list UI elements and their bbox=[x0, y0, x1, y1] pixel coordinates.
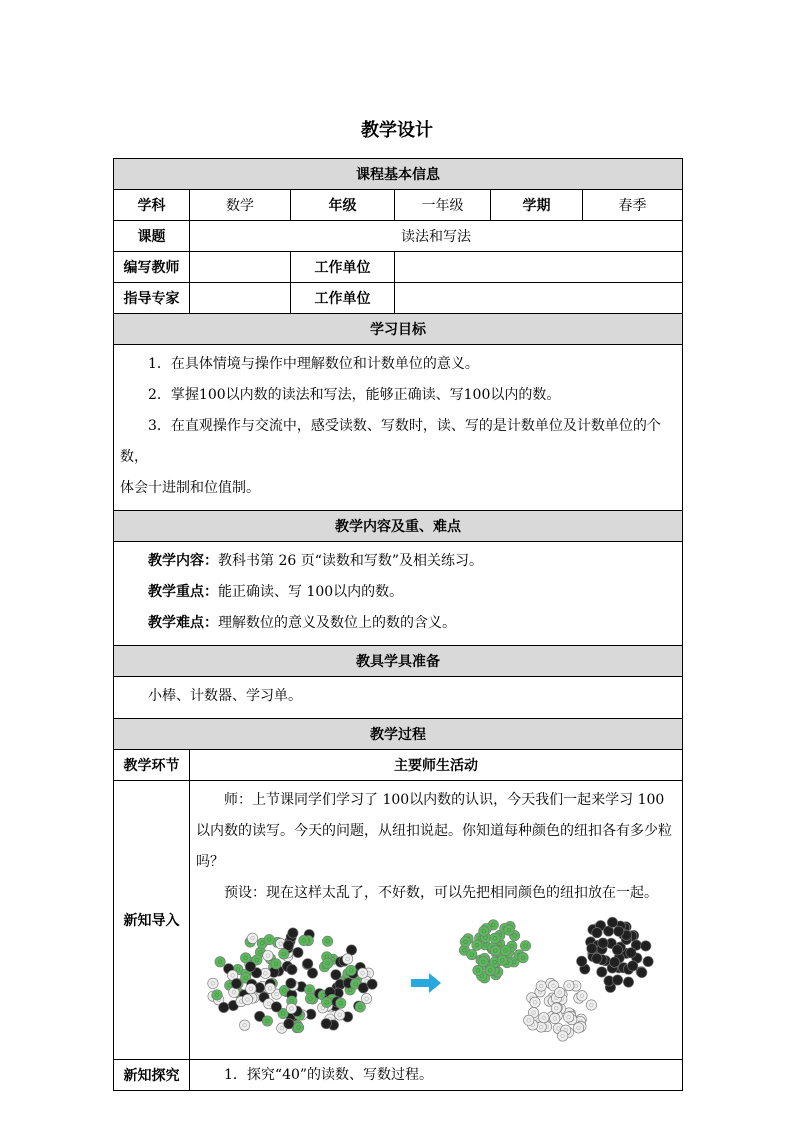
button-dot bbox=[262, 1016, 272, 1026]
buttons-image bbox=[196, 913, 676, 1053]
button-dot bbox=[286, 1003, 296, 1013]
button-dot bbox=[367, 979, 377, 989]
content-text: 教科书第 26 页“读数和写数”及相关练习。 bbox=[218, 553, 484, 569]
button-dot bbox=[551, 1003, 561, 1013]
button-dot bbox=[536, 981, 546, 991]
button-dot bbox=[613, 926, 623, 936]
button-dot bbox=[530, 997, 540, 1007]
advisor-unit-label: 工作单位 bbox=[291, 283, 395, 314]
content-header: 教学内容及重、难点 bbox=[114, 511, 683, 542]
button-dot bbox=[586, 1000, 596, 1010]
button-dot bbox=[245, 961, 255, 971]
process-header: 教学过程 bbox=[114, 719, 683, 750]
difficulty-label: 教学难点： bbox=[148, 615, 218, 631]
white-buttons-pile bbox=[524, 978, 597, 1041]
page-title: 教学设计 bbox=[361, 120, 433, 141]
button-dot bbox=[279, 949, 289, 959]
button-dot bbox=[520, 941, 530, 951]
explore-text: 1．探究“40”的读数、写数过程。 bbox=[224, 1067, 434, 1083]
button-dot bbox=[628, 961, 638, 971]
advisor-unit-value bbox=[395, 283, 683, 314]
intro-body bbox=[190, 781, 683, 1060]
button-dot bbox=[550, 1013, 560, 1023]
term-label: 学期 bbox=[491, 190, 583, 221]
button-dot bbox=[321, 1018, 331, 1028]
basic-info-header: 课程基本信息 bbox=[114, 159, 683, 190]
grade-value: 一年级 bbox=[395, 190, 491, 221]
objective-item: 1．在具体情境与操作中理解数位和计数单位的意义。 bbox=[148, 356, 479, 372]
button-dot bbox=[215, 957, 225, 967]
grade-label: 年级 bbox=[291, 190, 395, 221]
objective-item: 3．在直观操作与交流中，感受读数、写数时，读、写的是计数单位及计数单位的个数， bbox=[120, 418, 661, 465]
button-dot bbox=[504, 925, 514, 935]
green-buttons-pile bbox=[459, 920, 530, 983]
arrow-icon bbox=[411, 973, 441, 993]
subject-label: 学科 bbox=[114, 190, 190, 221]
button-dot bbox=[592, 928, 602, 938]
button-dot bbox=[265, 983, 275, 993]
key-label: 教学重点： bbox=[148, 584, 218, 600]
button-dot bbox=[479, 926, 489, 936]
button-dot bbox=[490, 945, 500, 955]
button-dot bbox=[346, 965, 356, 975]
button-dot bbox=[247, 933, 257, 943]
advisor-value bbox=[190, 283, 291, 314]
button-dot bbox=[323, 958, 333, 968]
intro-label: 新知导入 bbox=[114, 781, 190, 1060]
button-dot bbox=[485, 965, 495, 975]
materials-body bbox=[114, 677, 683, 719]
button-dot bbox=[524, 1015, 534, 1025]
button-dot bbox=[592, 953, 602, 963]
intro-line: 师：上节课同学们学习了 100以内数的认识，今天我们一起来学习 100以内数的读写。今天的问题，从纽扣说起。你知道每种颜色的纽扣各有多少粒吗？ bbox=[196, 792, 672, 870]
button-dot bbox=[219, 1002, 229, 1012]
key-line bbox=[120, 577, 676, 608]
button-dot bbox=[242, 994, 252, 1004]
button-dot bbox=[322, 936, 332, 946]
button-dot bbox=[286, 978, 296, 988]
topic-value: 读法和写法 bbox=[190, 221, 683, 252]
author-label: 编写教师 bbox=[114, 252, 190, 283]
button-dot bbox=[612, 945, 622, 955]
term-value: 春季 bbox=[583, 190, 683, 221]
button-dot bbox=[288, 928, 298, 938]
objective-item: 体会十进制和位值制。 bbox=[120, 480, 260, 496]
button-dot bbox=[271, 959, 281, 969]
content-body bbox=[114, 542, 683, 646]
button-dot bbox=[587, 943, 597, 953]
objectives-body bbox=[114, 345, 683, 511]
button-dot bbox=[576, 956, 586, 966]
advisor-label: 指导专家 bbox=[114, 283, 190, 314]
button-dot bbox=[597, 967, 607, 977]
button-dot bbox=[263, 950, 273, 960]
button-dot bbox=[598, 938, 608, 948]
button-dot bbox=[307, 968, 317, 978]
button-dot bbox=[303, 959, 313, 969]
topic-label: 课题 bbox=[114, 221, 190, 252]
materials-header: 教具学具准备 bbox=[114, 646, 683, 677]
difficulty-text: 理解数位的意义及数位上的数的含义。 bbox=[218, 615, 456, 631]
button-dot bbox=[335, 1010, 345, 1020]
lesson-plan-table bbox=[113, 158, 683, 1091]
button-dot bbox=[478, 957, 488, 967]
button-dot bbox=[246, 984, 256, 994]
button-dot bbox=[626, 948, 636, 958]
button-dot bbox=[555, 987, 565, 997]
materials-text: 小棒、计数器、学习单。 bbox=[148, 688, 302, 704]
objective-item: 2．掌握100以内数的读法和写法，能够正确读、写100以内的数。 bbox=[148, 387, 561, 403]
button-dot bbox=[607, 917, 617, 927]
button-dot bbox=[612, 975, 622, 985]
content-line bbox=[120, 546, 676, 577]
content-label: 教学内容： bbox=[148, 553, 218, 569]
button-dot bbox=[497, 955, 507, 965]
button-dot bbox=[355, 1002, 365, 1012]
author-value bbox=[190, 252, 291, 283]
author-unit-value bbox=[395, 252, 683, 283]
button-dot bbox=[287, 964, 297, 974]
button-dot bbox=[293, 947, 303, 957]
black-buttons-pile bbox=[576, 917, 653, 992]
button-dot bbox=[539, 1013, 549, 1023]
button-dot bbox=[500, 945, 510, 955]
button-dot bbox=[472, 940, 482, 950]
buttons-illustration bbox=[196, 913, 676, 1053]
author-unit-label: 工作单位 bbox=[291, 252, 395, 283]
button-dot bbox=[557, 1031, 567, 1041]
button-dot bbox=[293, 1022, 303, 1032]
button-dot bbox=[563, 1012, 573, 1022]
button-dot bbox=[284, 1019, 294, 1029]
button-dot bbox=[460, 937, 470, 947]
button-dot bbox=[208, 978, 218, 988]
objectives-header: 学习目标 bbox=[114, 314, 683, 345]
process-col-stage: 教学环节 bbox=[114, 750, 190, 781]
button-dot bbox=[609, 957, 619, 967]
button-dot bbox=[271, 1002, 281, 1012]
button-dot bbox=[490, 933, 500, 943]
button-dot bbox=[623, 977, 633, 987]
subject-value: 数学 bbox=[190, 190, 291, 221]
explore-label: 新知探究 bbox=[114, 1060, 190, 1091]
difficulty-line bbox=[120, 608, 676, 639]
button-dot bbox=[331, 970, 341, 980]
explore-body bbox=[190, 1060, 683, 1091]
button-dot bbox=[305, 993, 315, 1003]
intro-line: 预设：现在这样太乱了，不好数，可以先把相同颜色的纽扣放在一起。 bbox=[224, 885, 658, 901]
button-dot bbox=[577, 991, 587, 1001]
button-dot bbox=[357, 968, 367, 978]
button-dot bbox=[231, 978, 241, 988]
button-dot bbox=[342, 954, 352, 964]
button-dot bbox=[564, 980, 574, 990]
button-dot bbox=[518, 952, 528, 962]
button-dot bbox=[299, 935, 309, 945]
button-dot bbox=[212, 990, 222, 1000]
mixed-buttons-pile bbox=[208, 928, 378, 1034]
key-text: 能正确读、写 100以内的数。 bbox=[218, 584, 404, 600]
button-dot bbox=[641, 941, 651, 951]
button-dot bbox=[239, 1020, 249, 1030]
button-dot bbox=[467, 949, 477, 959]
button-dot bbox=[643, 956, 653, 966]
button-dot bbox=[637, 967, 647, 977]
process-col-activity: 主要师生活动 bbox=[190, 750, 683, 781]
button-dot bbox=[336, 998, 346, 1008]
button-dot bbox=[264, 934, 274, 944]
button-dot bbox=[321, 997, 331, 1007]
